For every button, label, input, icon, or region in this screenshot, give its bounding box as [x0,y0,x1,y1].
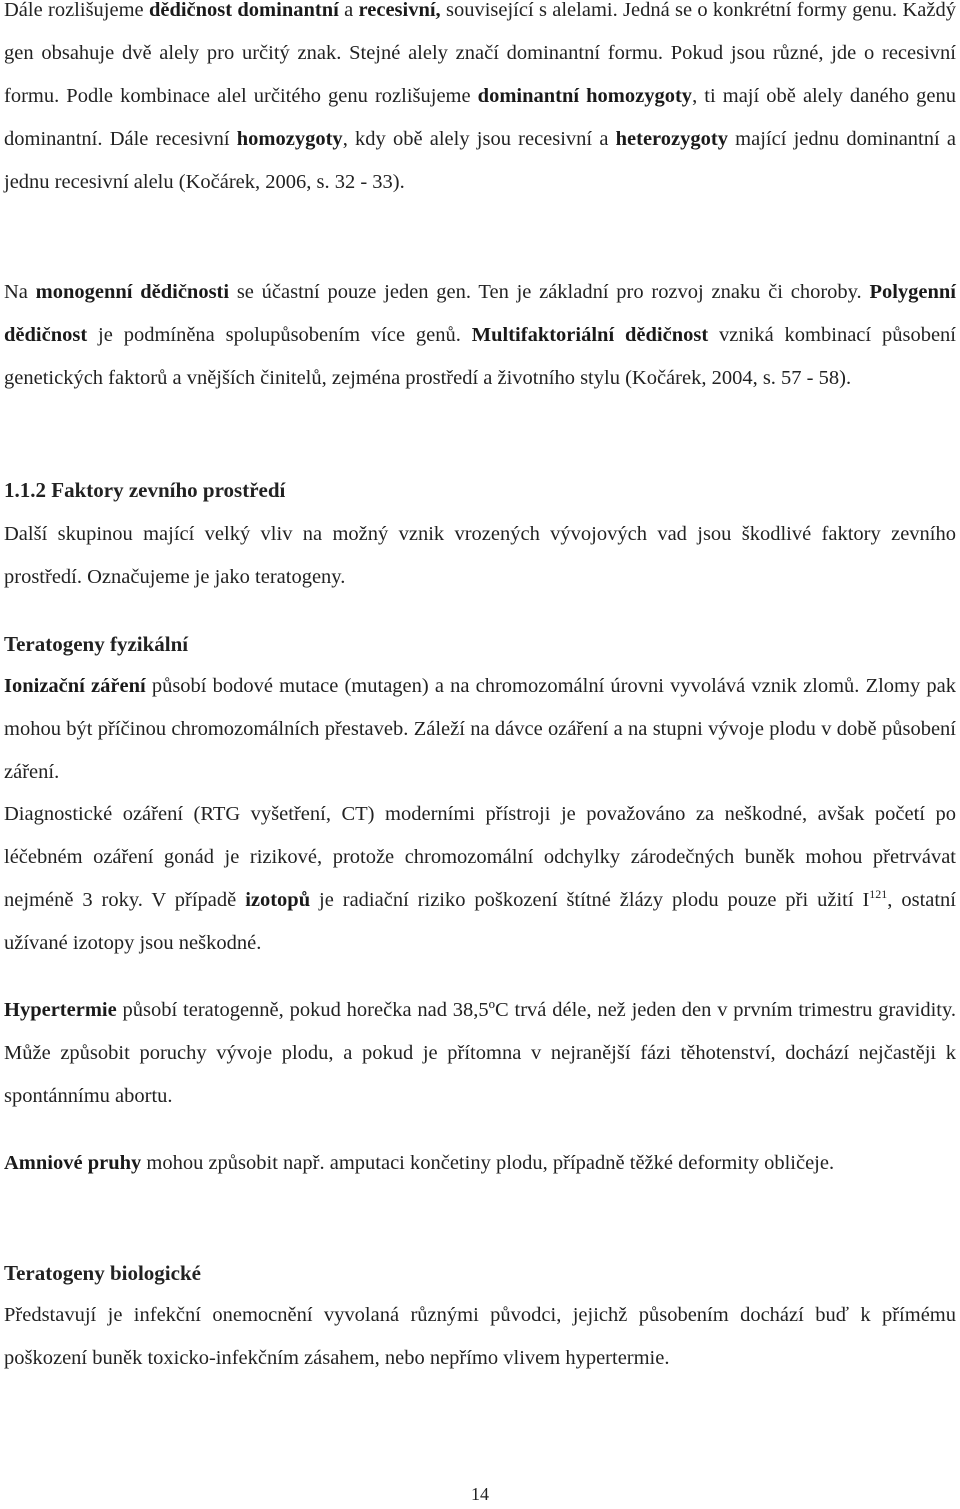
text-run: je podmíněna spolupůsobením více genů. [87,324,472,346]
text-run: mající jednu dominantní a jednu recesivní alelu (Kočárek, 2006, s. 32 - 33). [4,128,956,193]
subheading-biologicke: Teratogeny biologické [4,1261,201,1285]
text-run: , kdy obě alely jsou recesivní a [342,128,616,150]
paragraph-biologicke: Představují je infekční onemocnění vyvolaná různými původci, jejichž působením dochází buď k přímému poškození buněk toxicko-infekčním zásahem, nebo nepřímo vlivem hypertermie. [4,1304,956,1369]
text-run: Diagnostické ozáření (RTG vyšetření, CT) moderními přístroji je považováno za neškodné, avšak početí po léčebném ozáření gonád je rizikové, protože chromozomální odchylky zárodečných buněk mohou přetrvávat nejméně 3 roky. V případě [4,803,956,911]
bold-term: dědičnost dominantní [148,0,339,21]
text-run: působí teratogenně, pokud horečka nad 38,5ºC trvá déle, než jeden den v prvním trimestru gravidity. Může způsobit poruchy vývoje plodu, a pokud je přítomna v nejranější fázi těhotenství, dochází nejčastěji k spontánnímu abortu. [4,999,956,1107]
paragraph-faktory: Další skupinou mající velký vliv na možný vznik vrozených vývojových vad jsou škodlivé faktory zevního prostředí. Označujeme je jako teratogeny. [4,523,956,588]
text-run: Na [4,281,36,303]
text-run: je radiační riziko poškození štítné žlázy plodu pouze při užití I [310,889,870,911]
text-run: , ti mají obě alely daného genu dominantní. Dále recesivní [4,85,956,150]
paragraph-hypertermie [4,989,956,1118]
bold-term: recesivní, [358,0,441,21]
bold-term: heterozygoty [615,128,728,150]
text-run: související s alelami. Jedná se o konkrétní formy genu. Každý gen obsahuje dvě alely pro určitý znak. Stejné alely značí dominantní formu. Pokud jsou různé, jde o recesivní formu. Podle kombinace alel určitého genu rozlišujeme [4,0,956,107]
paragraph-monogenni [4,271,956,400]
page-number: 14 [471,1484,489,1504]
text-run: , ostatní užívané izotopy jsou neškodné. [4,889,957,954]
bold-term: dominantní homozygoty [477,85,693,107]
bold-term: Ionizační záření [4,675,146,697]
paragraph-diagnosticke [4,793,956,965]
text-run: se účastní pouze jeden gen. Ten je základní pro rozvoj znaku či choroby. [229,281,870,303]
bold-term: Polygenní dědičnost [4,281,957,346]
text-run: vzniká kombinací působení genetických faktorů a vnějších činitelů, zejména prostředí a životního stylu (Kočárek, 2004, s. 57 - 58). [4,324,956,389]
text-run: mohou způsobit např. amputaci končetiny plodu, případně těžké deformity obličeje. [141,1152,835,1174]
paragraph-ionizacni [4,665,956,794]
bold-term: Amniové pruhy [4,1152,142,1174]
subheading-fyzikalni: Teratogeny fyzikální [4,632,189,656]
text-run: působí bodové mutace (mutagen) a na chromozomální úrovni vyvolává vznik zlomů. Zlomy pak mohou být příčinou chromozomálních přestaveb. Záleží na dávce ozáření a na stupni vývoje plodu v době působení záření. [4,675,956,783]
paragraph-amniove [4,1142,956,1185]
bold-term: monogenní dědičnosti [35,281,230,303]
bold-term: izotopů [245,889,311,911]
bold-term: Multifaktoriální dědičnost [471,324,709,346]
bold-term: Hypertermie [4,999,117,1021]
superscript: 121 [869,887,888,902]
text-run: Dále rozlišujeme [4,0,149,21]
bold-term: homozygoty [236,128,343,150]
paragraph-dedicnost [4,0,956,204]
text-run: a [338,0,359,21]
section-heading: 1.1.2 Faktory zevního prostředí [4,478,286,502]
